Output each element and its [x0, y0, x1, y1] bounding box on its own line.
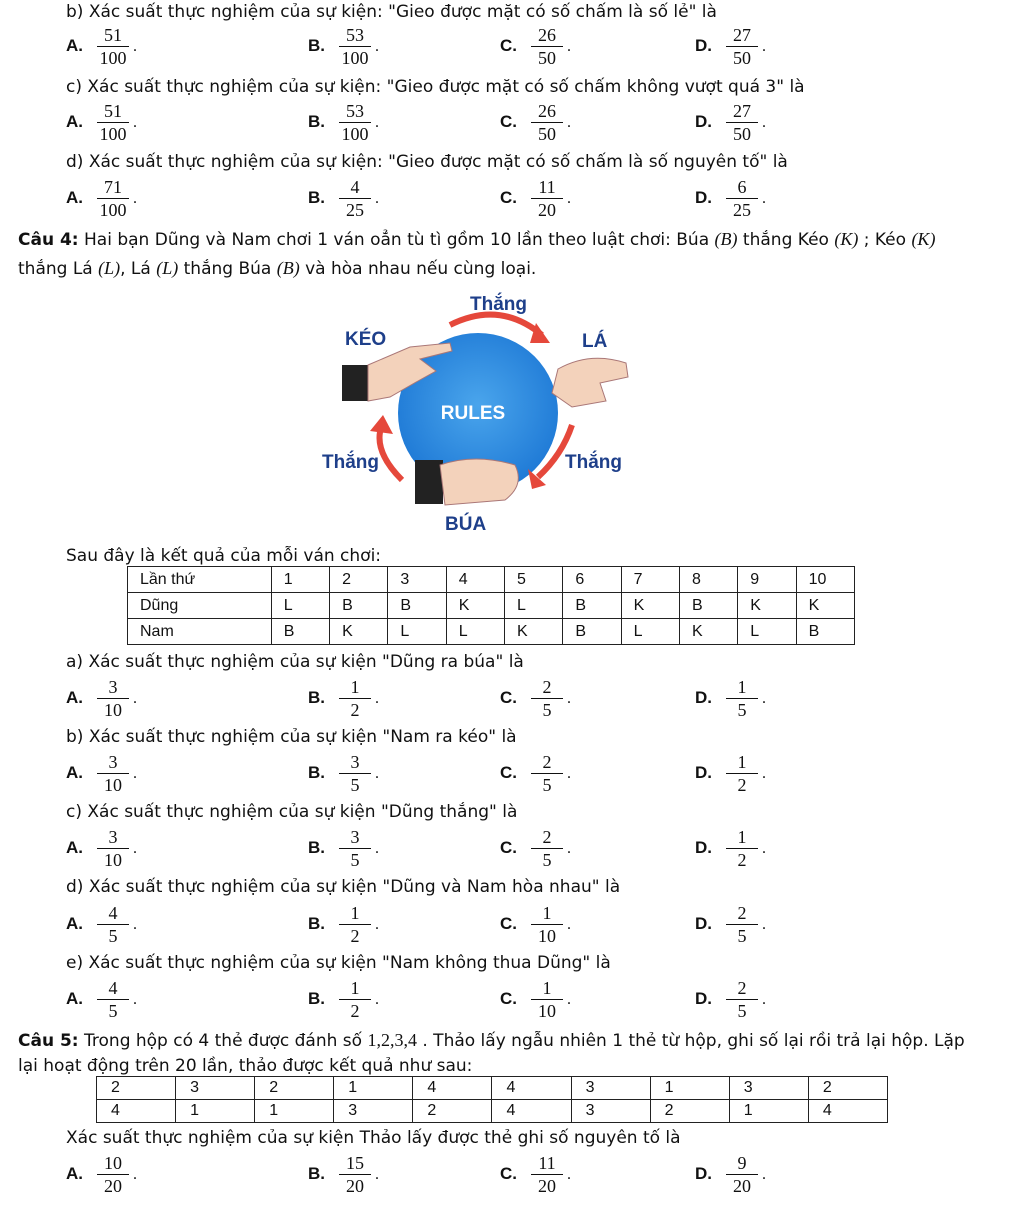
table-cell: 2 [413, 1100, 492, 1123]
period: . [567, 1166, 571, 1183]
numerator: 3 [350, 827, 360, 847]
table-cell: 2 [255, 1077, 334, 1100]
fraction [725, 676, 766, 721]
option-letter: A. [66, 188, 83, 207]
denominator: 100 [99, 200, 127, 220]
option-letter: D. [695, 1164, 712, 1183]
fraction [725, 176, 766, 221]
numerator: 4 [108, 978, 118, 998]
denominator: 50 [733, 48, 751, 68]
fraction [338, 977, 379, 1022]
period: . [762, 114, 766, 131]
period: . [567, 991, 571, 1008]
option-letter: C. [500, 112, 517, 131]
fraction [530, 100, 571, 145]
option-letter: C. [500, 914, 517, 933]
table-cell: B [563, 619, 621, 645]
option-letter: C. [500, 36, 517, 55]
table-cell: 1 [255, 1100, 334, 1123]
table-cell: K [330, 619, 388, 645]
option-letter: C. [500, 763, 517, 782]
period: . [375, 991, 379, 1008]
fraction [338, 751, 379, 796]
numerator: 9 [737, 1153, 747, 1173]
table-cell: K [796, 593, 854, 619]
denominator: 5 [542, 775, 552, 795]
option-letter: D. [695, 688, 712, 707]
period: . [133, 690, 137, 707]
denominator: 50 [538, 124, 556, 144]
option-letter: A. [66, 688, 83, 707]
denominator: 5 [350, 775, 360, 795]
keo-label: KÉO [345, 329, 387, 350]
table-cell: 4 [808, 1100, 887, 1123]
fraction [96, 1152, 137, 1197]
fraction [530, 1152, 571, 1197]
denominator: 2 [350, 700, 360, 720]
math-b: (B) [276, 258, 300, 278]
cau4-results-table [127, 566, 855, 645]
numerator: 3 [350, 752, 360, 772]
denominator: 20 [733, 1176, 751, 1196]
period: . [762, 840, 766, 857]
fraction [725, 826, 766, 871]
denominator: 50 [733, 124, 751, 144]
option-letter: B. [308, 838, 325, 857]
table-cell: 6 [563, 567, 621, 593]
option-letter: A. [66, 763, 83, 782]
period: . [375, 190, 379, 207]
options-b-prev [0, 24, 1024, 70]
denominator: 25 [346, 200, 364, 220]
period: . [567, 916, 571, 933]
option-letter: A. [66, 36, 83, 55]
fraction [96, 826, 137, 871]
table-cell: 10 [796, 567, 854, 593]
denominator: 25 [733, 200, 751, 220]
option-letter: A. [66, 112, 83, 131]
numerator: 53 [346, 101, 364, 121]
question-c-prev: c) Xác suất thực nghiệm của sự kiện: "Gieo được mặt có số chấm không vượt quá 3" là [66, 77, 805, 97]
denominator: 100 [99, 124, 127, 144]
la-label: LÁ [582, 331, 608, 352]
option-letter: B. [308, 36, 325, 55]
cau5-line2: lại hoạt động trên 20 lần, thảo được kết quả như sau: [18, 1056, 473, 1076]
denominator: 10 [104, 700, 122, 720]
option-letter: C. [500, 688, 517, 707]
cau4-text: thắng Búa [178, 259, 277, 279]
cau4-part-c: c) Xác suất thực nghiệm của sự kiện "Dũng thắng" là [66, 802, 518, 822]
numerator: 1 [542, 978, 552, 998]
denominator: 5 [350, 850, 360, 870]
period: . [375, 114, 379, 131]
fraction [530, 176, 571, 221]
numerator: 26 [538, 25, 556, 45]
fraction [725, 902, 766, 947]
table-row [128, 619, 855, 645]
table-cell: K [505, 619, 563, 645]
fraction [530, 977, 571, 1022]
math-nums: 1,2,3,4 [367, 1030, 417, 1050]
denominator: 5 [108, 926, 118, 946]
table-row [128, 567, 855, 593]
options-cau4-b [0, 751, 1024, 797]
numerator: 1 [350, 903, 360, 923]
period: . [762, 38, 766, 55]
question-d-prev: d) Xác suất thực nghiệm của sự kiện: "Gieo được mặt có số chấm là số nguyên tố" là [66, 152, 788, 172]
period: . [133, 991, 137, 1008]
cau4-line2 [18, 258, 536, 279]
period: . [375, 765, 379, 782]
numerator: 2 [542, 677, 552, 697]
denominator: 2 [737, 775, 747, 795]
option-letter: B. [308, 1164, 325, 1183]
denominator: 5 [108, 1001, 118, 1021]
fraction [725, 1152, 766, 1197]
table-cell: 9 [738, 567, 796, 593]
table-row [97, 1100, 888, 1123]
period: . [133, 916, 137, 933]
numerator: 4 [350, 177, 360, 197]
cau5-line1 [18, 1030, 965, 1051]
denominator: 5 [737, 926, 747, 946]
period: . [762, 916, 766, 933]
table-cell: L [738, 619, 796, 645]
numerator: 1 [737, 752, 747, 772]
fraction [338, 24, 379, 69]
option-letter: B. [308, 112, 325, 131]
option-letter: C. [500, 188, 517, 207]
table-cell: L [271, 593, 329, 619]
denominator: 5 [737, 1001, 747, 1021]
fraction [530, 676, 571, 721]
options-cau4-a [0, 676, 1024, 722]
options-cau4-e [0, 977, 1024, 1023]
denominator: 20 [104, 1176, 122, 1196]
table-cell: 1 [650, 1077, 729, 1100]
options-cau4-c [0, 826, 1024, 872]
period: . [133, 38, 137, 55]
table-cell: K [621, 593, 679, 619]
math-l: (L) [98, 258, 121, 278]
cau4-text: thắng Kéo [737, 230, 835, 250]
numerator: 27 [733, 101, 751, 121]
table-cell: 3 [571, 1100, 650, 1123]
math-l: (L) [156, 258, 179, 278]
options-cau5 [0, 1152, 1024, 1198]
cau4-text: thắng Lá [18, 259, 99, 279]
fraction [96, 977, 137, 1022]
table-cell: B [796, 619, 854, 645]
table-cell: 1 [176, 1100, 255, 1123]
period: . [567, 765, 571, 782]
numerator: 2 [542, 827, 552, 847]
period: . [762, 1166, 766, 1183]
option-letter: D. [695, 188, 712, 207]
option-letter: C. [500, 989, 517, 1008]
option-letter: D. [695, 763, 712, 782]
numerator: 10 [104, 1153, 122, 1173]
period: . [567, 690, 571, 707]
option-letter: A. [66, 1164, 83, 1183]
table-cell: 4 [446, 567, 504, 593]
math-b: (B) [714, 229, 738, 249]
period: . [762, 991, 766, 1008]
cau4-part-d: d) Xác suất thực nghiệm của sự kiện "Dũng và Nam hòa nhau" là [66, 877, 621, 897]
cau4-text: , Lá [120, 259, 157, 279]
table-cell: 4 [492, 1100, 571, 1123]
numerator: 2 [737, 978, 747, 998]
fraction [338, 676, 379, 721]
cau5-results-table [96, 1076, 888, 1123]
numerator: 11 [538, 1153, 556, 1173]
option-letter: A. [66, 989, 83, 1008]
fraction [96, 100, 137, 145]
period: . [133, 1166, 137, 1183]
table-cell: 4 [492, 1077, 571, 1100]
fraction [96, 176, 137, 221]
table-cell: 1 [271, 567, 329, 593]
denominator: 5 [542, 850, 552, 870]
denominator: 50 [538, 48, 556, 68]
denominator: 2 [350, 1001, 360, 1021]
period: . [762, 190, 766, 207]
options-c-prev [0, 100, 1024, 146]
table-cell: 4 [413, 1077, 492, 1100]
denominator: 100 [341, 48, 369, 68]
option-letter: D. [695, 112, 712, 131]
table-cell: 5 [505, 567, 563, 593]
options-cau4-d [0, 902, 1024, 948]
paper-hand-icon [552, 358, 628, 407]
numerator: 3 [108, 752, 118, 772]
win-top-label: Thắng [470, 294, 527, 315]
cau4-text: ; Kéo [858, 230, 912, 250]
table-cell: L [621, 619, 679, 645]
denominator: 20 [346, 1176, 364, 1196]
option-letter: D. [695, 838, 712, 857]
fraction [338, 1152, 379, 1197]
table-cell: 1 [334, 1077, 413, 1100]
period: . [762, 765, 766, 782]
fraction [530, 826, 571, 871]
fraction [338, 100, 379, 145]
fraction [338, 176, 379, 221]
table-cell: B [679, 593, 737, 619]
table-cell: L [446, 619, 504, 645]
denominator: 100 [341, 124, 369, 144]
numerator: 4 [108, 903, 118, 923]
cau4-text: Hai bạn Dũng và Nam chơi 1 ván oẳn tù tì gồm 10 lần theo luật chơi: Búa [78, 230, 715, 250]
option-letter: B. [308, 188, 325, 207]
table-cell: B [330, 593, 388, 619]
period: . [133, 840, 137, 857]
table-cell: K [679, 619, 737, 645]
numerator: 1 [737, 677, 747, 697]
cau5-label: Câu 5: [18, 1031, 79, 1051]
math-k: (K) [911, 229, 936, 249]
fraction [96, 902, 137, 947]
period: . [375, 840, 379, 857]
denominator: 2 [737, 850, 747, 870]
denominator: 10 [104, 850, 122, 870]
numerator: 1 [542, 903, 552, 923]
table-cell: B [388, 593, 446, 619]
option-letter: C. [500, 1164, 517, 1183]
fraction [530, 902, 571, 947]
row-header-cell: Lần thứ [128, 567, 272, 593]
fraction [338, 902, 379, 947]
denominator: 100 [99, 48, 127, 68]
table-cell: 3 [729, 1077, 808, 1100]
option-letter: B. [308, 763, 325, 782]
option-letter: D. [695, 914, 712, 933]
cau4-text: và hòa nhau nếu cùng loại. [299, 259, 537, 279]
table-cell: 2 [808, 1077, 887, 1100]
cau4-part-a: a) Xác suất thực nghiệm của sự kiện "Dũng ra búa" là [66, 652, 524, 672]
numerator: 6 [737, 177, 747, 197]
arrow-top [450, 315, 542, 335]
table-cell: 3 [334, 1100, 413, 1123]
denominator: 10 [104, 775, 122, 795]
numerator: 1 [350, 677, 360, 697]
fraction [725, 100, 766, 145]
period: . [133, 190, 137, 207]
table-cell: 2 [97, 1077, 176, 1100]
fraction [338, 826, 379, 871]
period: . [133, 765, 137, 782]
win-right-label: Thắng [565, 452, 622, 473]
numerator: 51 [104, 25, 122, 45]
table-cell: 7 [621, 567, 679, 593]
table-cell: 2 [650, 1100, 729, 1123]
table-cell: 2 [330, 567, 388, 593]
option-letter: B. [308, 688, 325, 707]
table-cell: K [738, 593, 796, 619]
period: . [375, 38, 379, 55]
period: . [567, 114, 571, 131]
row-header-cell: Dũng [128, 593, 272, 619]
table-cell: 3 [388, 567, 446, 593]
table-row [128, 593, 855, 619]
numerator: 1 [737, 827, 747, 847]
numerator: 26 [538, 101, 556, 121]
option-letter: A. [66, 838, 83, 857]
period: . [375, 1166, 379, 1183]
denominator: 10 [538, 926, 556, 946]
question-b-prev: b) Xác suất thực nghiệm của sự kiện: "Gieo được mặt có số chấm là số lẻ" là [66, 2, 717, 22]
table-cell: 8 [679, 567, 737, 593]
math-k: (K) [834, 229, 859, 249]
cau4-part-e: e) Xác suất thực nghiệm của sự kiện "Nam không thua Dũng" là [66, 953, 611, 973]
fraction [96, 676, 137, 721]
denominator: 5 [737, 700, 747, 720]
numerator: 3 [108, 827, 118, 847]
numerator: 2 [737, 903, 747, 923]
option-letter: D. [695, 989, 712, 1008]
fraction [530, 24, 571, 69]
period: . [567, 190, 571, 207]
table-cell: 1 [729, 1100, 808, 1123]
numerator: 11 [538, 177, 556, 197]
numerator: 2 [542, 752, 552, 772]
period: . [762, 690, 766, 707]
table-cell: K [446, 593, 504, 619]
denominator: 2 [350, 926, 360, 946]
table-cell: 3 [571, 1077, 650, 1100]
fraction [725, 24, 766, 69]
option-letter: C. [500, 838, 517, 857]
rock-hand-icon [415, 459, 518, 505]
numerator: 15 [346, 1153, 364, 1173]
denominator: 5 [542, 700, 552, 720]
cau4-label: Câu 4: [18, 230, 79, 250]
bua-label: BÚA [445, 514, 487, 535]
table-cell: 3 [176, 1077, 255, 1100]
cau5-question: Xác suất thực nghiệm của sự kiện Thảo lấy được thẻ ghi số nguyên tố là [66, 1128, 681, 1148]
option-letter: D. [695, 36, 712, 55]
table-cell: L [388, 619, 446, 645]
period: . [375, 690, 379, 707]
numerator: 71 [104, 177, 122, 197]
denominator: 20 [538, 1176, 556, 1196]
cau4-intro: Sau đây là kết quả của mỗi ván chơi: [66, 546, 382, 566]
option-letter: A. [66, 914, 83, 933]
option-letter: B. [308, 989, 325, 1008]
numerator: 3 [108, 677, 118, 697]
table-cell: 4 [97, 1100, 176, 1123]
rules-label: RULES [440, 403, 506, 424]
option-letter: B. [308, 914, 325, 933]
numerator: 51 [104, 101, 122, 121]
fraction [530, 751, 571, 796]
period: . [375, 916, 379, 933]
row-header-cell: Nam [128, 619, 272, 645]
fraction [96, 24, 137, 69]
table-row [97, 1077, 888, 1100]
period: . [133, 114, 137, 131]
numerator: 1 [350, 978, 360, 998]
denominator: 10 [538, 1001, 556, 1021]
cau4-line1 [18, 229, 935, 250]
fraction [96, 751, 137, 796]
cau5-text: . Thảo lấy ngẫu nhiên 1 thẻ từ hộp, ghi số lại rồi trả lại hộp. Lặp [416, 1031, 965, 1051]
fraction [725, 751, 766, 796]
cau4-part-b: b) Xác suất thực nghiệm của sự kiện "Nam ra kéo" là [66, 727, 517, 747]
fraction [725, 977, 766, 1022]
options-d-prev [0, 176, 1024, 222]
numerator: 53 [346, 25, 364, 45]
period: . [567, 38, 571, 55]
cau5-text: Trong hộp có 4 thẻ được đánh số [78, 1031, 368, 1051]
period: . [567, 840, 571, 857]
arrow-head [370, 415, 393, 434]
win-left-label: Thắng [322, 452, 379, 473]
table-cell: B [563, 593, 621, 619]
table-cell: L [505, 593, 563, 619]
rules-diagram [310, 285, 650, 540]
denominator: 20 [538, 200, 556, 220]
numerator: 27 [733, 25, 751, 45]
table-cell: B [271, 619, 329, 645]
